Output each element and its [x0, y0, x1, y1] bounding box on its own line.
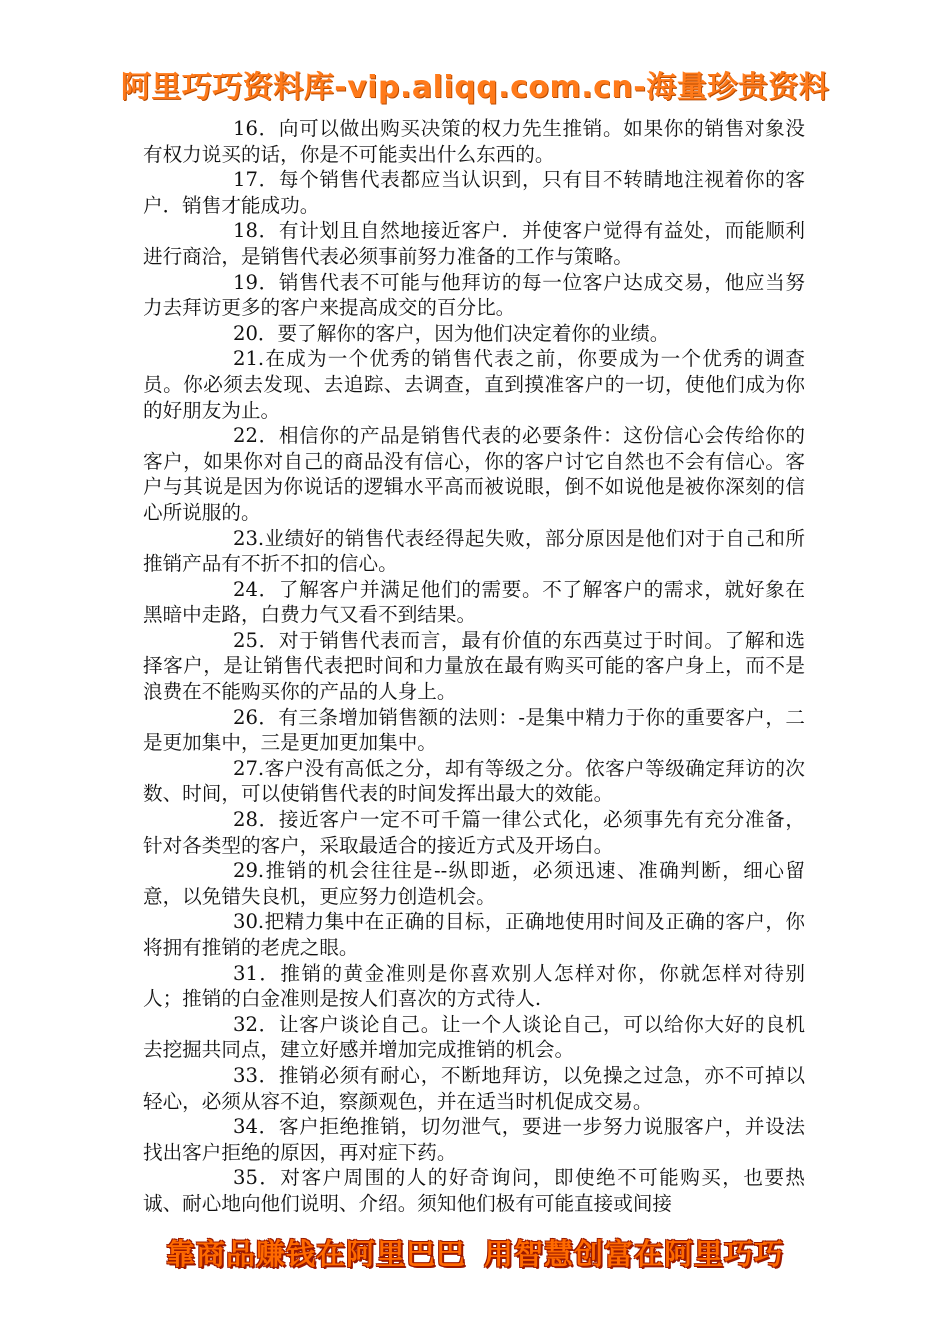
footer-slogan-right: 用智慧创富在阿里巧巧: [484, 1237, 785, 1271]
paragraph-21: 21.在成为一个优秀的销售代表之前，你要成为一个优秀的调查员。你必须去发现、去追踪、去调查，直到摸准客户的一切，使他们成为你的好朋友为止。: [143, 347, 805, 422]
paragraph-20: 20．要了解你的客户，因为他们决定着你的业绩。: [233, 321, 670, 345]
paragraph-34: 34．客户拒绝推销，切勿泄气，要进一步努力说服客户，并设法找出客户拒绝的原因，再对症下药。: [143, 1115, 805, 1164]
paragraph-27: 27.客户没有高低之分，却有等级之分。依客户等级确定拜访的次数、时间，可以使销售代表的时间发挥出最大的效能。: [143, 756, 805, 806]
paragraph-24: 24．了解客户并满足他们的需要。不了解客户的需求，就好象在黑暗中走路，白费力气又看不到结果。: [143, 577, 805, 627]
paragraph-18: 18．有计划且自然地接近客户．并使客户觉得有益处，而能顺利进行商洽，是销售代表必须事前努力准备的工作与策略。: [143, 219, 805, 268]
paragraph-19: 19．销售代表不可能与他拜访的每一位客户达成交易，他应当努力去拜访更多的客户来提高成交的百分比。: [143, 270, 805, 320]
document-body: [143, 116, 805, 1217]
paragraph-31: 31．推销的黄金准则是你喜欢别人怎样对你，你就怎样对待别人；推销的白金准则是按人们喜次的方式待人.: [143, 961, 805, 1011]
paragraph-29: 29.推销的机会往往是--纵即逝，必须迅速、准确判断，细心留意，以免错失良机，更应努力创造机会。: [143, 859, 805, 908]
header-banner: 阿里巧巧资料库-vip.aliqq.com.cn-海量珍贵资料: [120, 70, 830, 105]
paragraph-35: 35．对客户周围的人的好奇询问，即使绝不可能购买，也要热诚、耐心地向他们说明、介绍。须知他们极有可能直接或间接: [143, 1166, 805, 1215]
paragraph-28: 28．接近客户一定不可千篇一律公式化，必须事先有充分准备，针对各类型的客户，采取最适合的接近方式及开场白。: [143, 808, 805, 857]
paragraph-32: 32．让客户谈论自己。让一个人谈论自己，可以给你大好的良机去挖掘共同点，建立好感并增加完成推销的机会。: [143, 1012, 805, 1062]
paragraph-23: 23.业绩好的销售代表经得起失败，部分原因是他们对于自己和所推销产品有不折不扣的信心。: [143, 526, 805, 576]
paragraph-26: 26．有三条增加销售额的法则：-是集中精力于你的重要客户，二是更加集中，三是更加更加集中。: [143, 705, 805, 755]
paragraph-30: 30.把精力集中在正确的目标，正确地使用时间及正确的客户，你将拥有推销的老虎之眼。: [143, 910, 805, 959]
paragraph-17: 17．每个销售代表都应当认识到，只有目不转睛地注视着你的客户．销售才能成功。: [143, 168, 805, 217]
paragraph-22: 22．相信你的产品是销售代表的必要条件：这份信心会传给你的客户，如果你对自己的商品没有信心，你的客户讨它自然也不会有信心。客户与其说是因为你说话的逻辑水平高而被说眼，倒不如说他是被你深刻的信心所说服的。: [143, 424, 805, 524]
paragraph-25: 25．对于销售代表而言，最有价值的东西莫过于时间。了解和选择客户，是让销售代表把时间和力量放在最有购买可能的客户身上，而不是浪费在不能购买你的产品的人身上。: [143, 628, 805, 704]
paragraph-33: 33．推销必须有耐心，不断地拜访，以免操之过急，亦不可掉以轻心，必须从容不迫，察颜观色，并在适当时机促成交易。: [143, 1063, 805, 1113]
paragraph-16: 16．向可以做出购买决策的权力先生推销。如果你的销售对象没有权力说买的话，你是不可能卖出什么东西的。: [143, 117, 805, 166]
footer-slogan-left: 靠商品赚钱在阿里巴巴: [165, 1237, 466, 1271]
footer-banner: [0, 1232, 950, 1273]
